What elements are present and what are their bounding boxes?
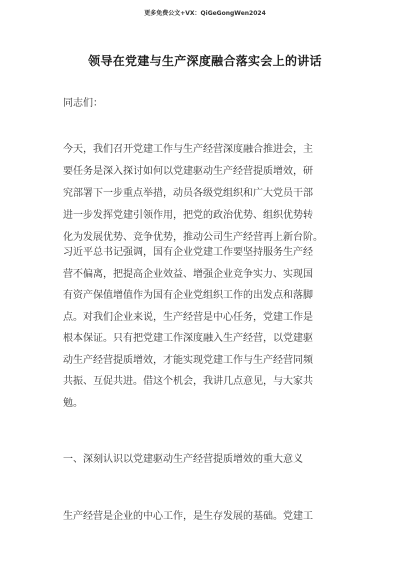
watermark-header: 更多免费公文+VX：QiGeGongWen2024 xyxy=(144,10,266,17)
paragraph-line: 动生产经营提质增效，才能实现党建工作与生产经营同频 xyxy=(63,354,313,366)
paragraph-2 xyxy=(63,242,353,414)
paragraph-line: 共振、互促共进。借这个机会，我讲几点意见，与大家共 xyxy=(63,376,313,387)
paragraph-line: 今天，我们召开党建工作与生产经营深度融合推进会，主 xyxy=(63,144,313,155)
paragraph-line: 习近平总书记强调，国有企业党建工作要坚持服务生产经 xyxy=(63,247,313,258)
paragraph-line: 点。对我们企业来说，生产经营是中心任务，党建工作是 xyxy=(63,311,313,323)
paragraph-line: 勉。 xyxy=(63,397,83,409)
paragraph-line: 根本保证。只有把党建工作深度融入生产经营，以党建驱 xyxy=(63,333,313,344)
paragraph-line: 营不偏离，把提高企业效益、增强企业竞争实力、实现国 xyxy=(63,268,313,280)
paragraph-line: 生产经营是企业的中心工作，是生存发展的基础。党建工 xyxy=(63,511,313,522)
document-title: 领导在党建与生产深度融合落实会上的讲话 xyxy=(88,54,322,68)
paragraph-line: 有资产保值增值作为国有企业党组织工作的出发点和落脚 xyxy=(63,290,313,301)
paragraph-line: 进一步发挥党建引领作用，把党的政治优势、组织优势转 xyxy=(63,210,313,221)
paragraph-1 xyxy=(63,139,353,249)
paragraph-line: 要任务是深入探讨如何以党建驱动生产经营提质增效，研 xyxy=(63,166,313,177)
section-heading-1: 一、深刻认识以党建驱动生产经营提质增效的重大意义 xyxy=(63,454,303,465)
paragraph-line: 究部署下一步重点举措，动员各级党组织和广大党员干部 xyxy=(63,188,313,199)
greeting: 同志们： xyxy=(63,98,103,109)
paragraph-3 xyxy=(63,507,353,522)
paragraph-line: 化为发展优势、竞争优势，推动公司生产经营再上新台阶。 xyxy=(63,232,323,243)
